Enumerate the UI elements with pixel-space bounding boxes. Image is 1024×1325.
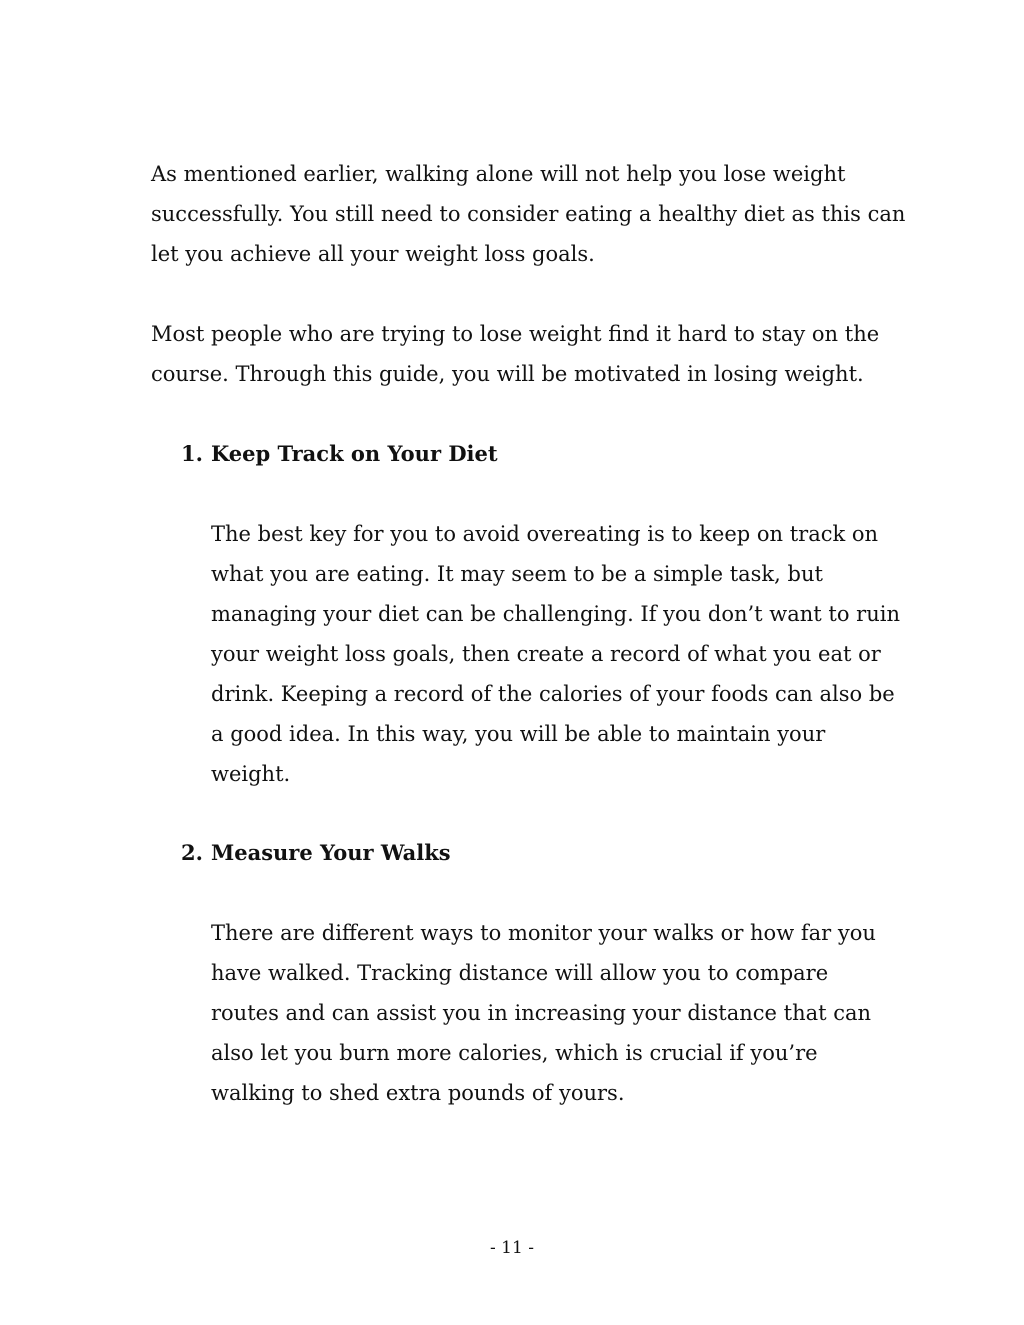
list-item-number-2: 2. xyxy=(181,840,203,865)
intro-paragraph-1: As mentioned earlier, walking alone will not help you lose weight successfully. You still need to consider eating a healthy diet as this can let you achieve all your weight loss goals. xyxy=(151,162,906,266)
list-item-heading-2 xyxy=(181,833,901,873)
list-item-title-1: Keep Track on Your Diet xyxy=(211,441,498,466)
list-item-title-2: Measure Your Walks xyxy=(211,840,451,865)
list-item-number-1: 1. xyxy=(181,441,203,466)
list-item-body-2: There are different ways to monitor your walks or how far you have walked. Tracking distance will allow you to compare routes and can assist you in increasing your distance that can also let you burn more calories, which is crucial if you’re walking to shed extra pounds of yours. xyxy=(211,921,876,1105)
list-item-body-1: The best key for you to avoid overeating is to keep on track on what you are eating. It may seem to be a simple task, but managing your diet can be challenging. If you don’t want to ruin your weight loss goals, then create a record of what you eat or drink. Keeping a record of the calories of your foods can also be a good idea. In this way, you will be able to maintain your weight. xyxy=(211,522,900,786)
list-item-heading-1 xyxy=(181,434,901,474)
page-number: - 11 - xyxy=(490,1238,534,1258)
intro-paragraph-2: Most people who are trying to lose weight find it hard to stay on the course. Through this guide, you will be motivated in losing weight. xyxy=(151,322,880,386)
